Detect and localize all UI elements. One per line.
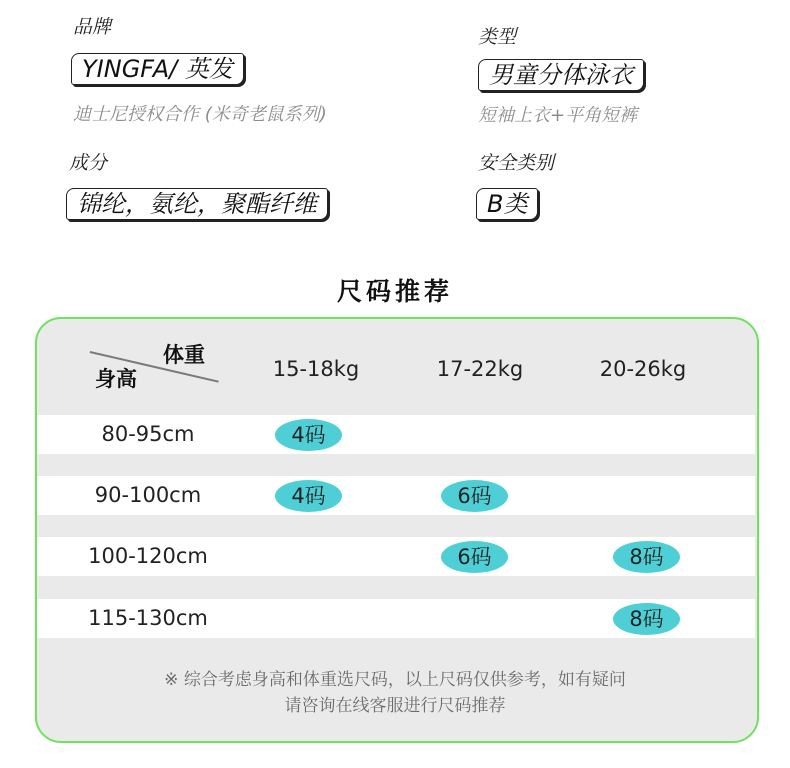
material-value: 锦纶，氨纶，聚酯纤维 <box>66 188 328 220</box>
corner-weight-label: 体重 <box>163 343 205 367</box>
size-pill: 6码 <box>441 480 508 512</box>
height-row-header: 90-100cm <box>94 483 202 507</box>
size-pill: 8码 <box>613 541 680 573</box>
brand-note: 迪士尼授权合作 (米奇老鼠系列) <box>73 104 327 125</box>
weight-column-header: 20-26kg <box>599 357 687 381</box>
size-pill: 6码 <box>441 541 508 573</box>
size-note-line1: ※ 综合考虑身高和体重选尺码，以上尺码仅供参考，如有疑问 <box>164 670 626 690</box>
safety-value: B类 <box>476 188 538 220</box>
material-label: 成分 <box>69 152 108 174</box>
weight-column-header: 17-22kg <box>436 357 524 381</box>
weight-column-header: 15-18kg <box>272 357 360 381</box>
type-note: 短袖上衣+平角短裤 <box>478 105 638 126</box>
corner-height-label: 身高 <box>95 367 137 391</box>
brand-label: 品牌 <box>73 16 112 38</box>
height-row-header: 80-95cm <box>101 422 195 446</box>
height-row-header: 115-130cm <box>88 606 208 630</box>
size-pill: 4码 <box>275 480 342 512</box>
height-row-header: 100-120cm <box>88 544 208 568</box>
size-chart-title: 尺码推荐 <box>336 277 453 306</box>
safety-label: 安全类别 <box>478 152 555 174</box>
type-value: 男童分体泳衣 <box>478 59 644 91</box>
type-label: 类型 <box>478 26 517 48</box>
size-pill: 4码 <box>275 419 342 451</box>
size-pill: 8码 <box>613 603 680 635</box>
brand-value: YINGFA/ 英发 <box>71 53 244 85</box>
size-note-line2: 请咨询在线客服进行尺码推荐 <box>284 696 506 716</box>
